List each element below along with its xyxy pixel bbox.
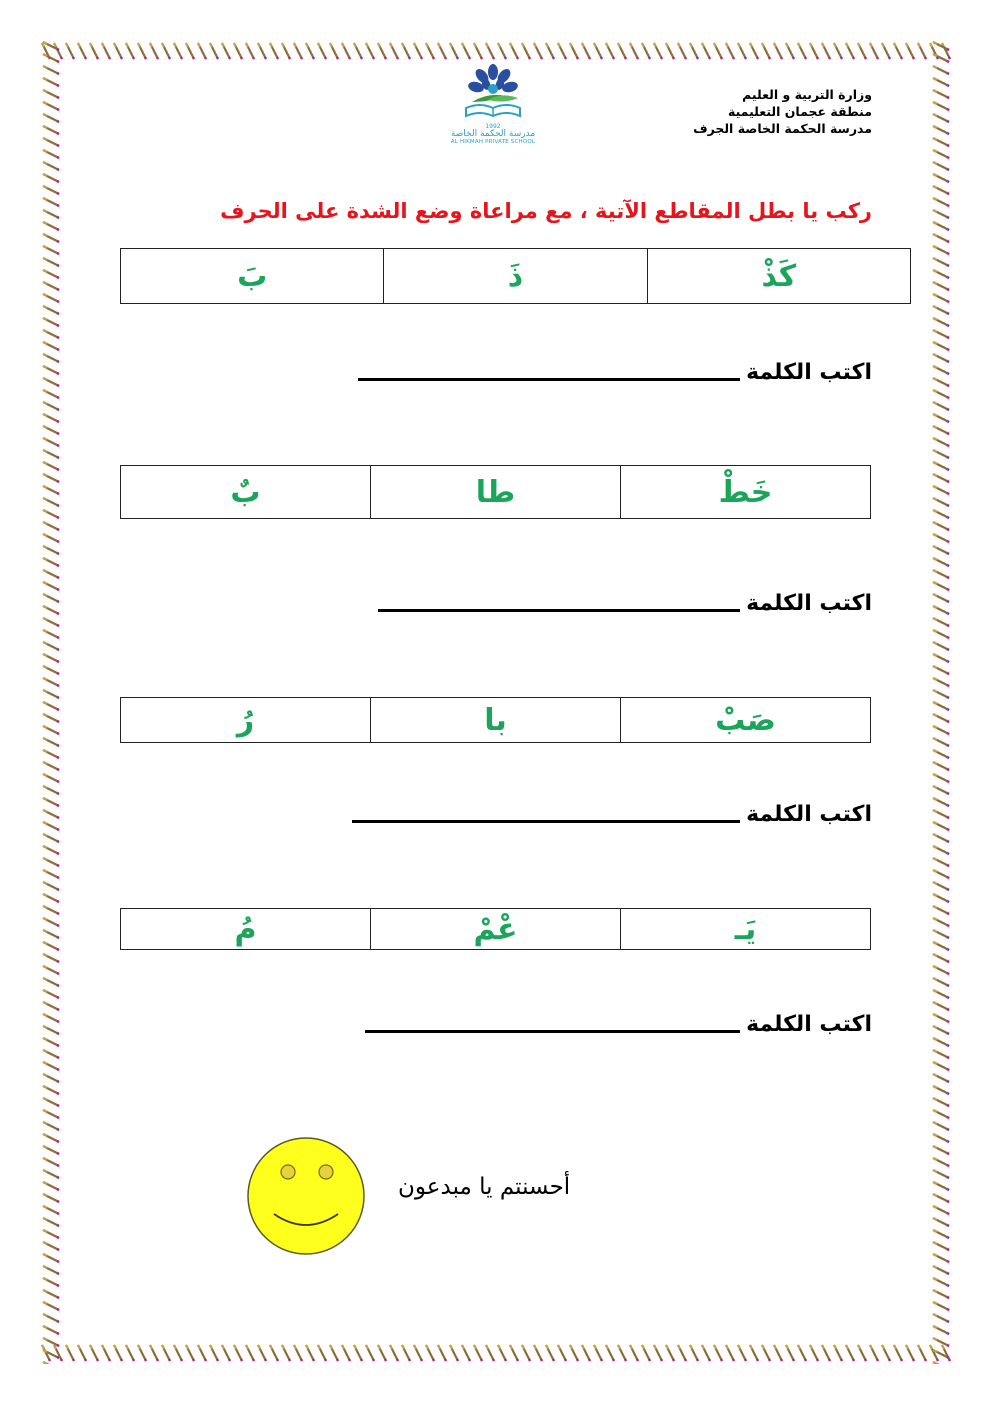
syllable-cell: رُ xyxy=(121,698,371,743)
flower-book-icon xyxy=(458,62,528,122)
syllable-cell: با xyxy=(371,698,621,743)
syllable-cell: صَبْ xyxy=(621,698,871,743)
syllable-row xyxy=(121,249,911,304)
write-word-row xyxy=(365,1012,872,1044)
syllable-cell: يَـ xyxy=(621,909,871,950)
syllable-table xyxy=(120,697,871,743)
smiley-eye-left xyxy=(281,1165,295,1179)
syllable-cell: بَ xyxy=(121,249,384,304)
logo-name-arabic: مدرسة الحكمة الخاصة xyxy=(450,129,536,139)
pencil-border-right xyxy=(930,40,952,1364)
syllable-table xyxy=(120,908,871,950)
pencil-border-left xyxy=(40,40,62,1364)
write-word-row xyxy=(358,360,872,392)
write-word-row xyxy=(378,591,872,623)
answer-line[interactable] xyxy=(378,609,740,612)
write-word-label: اكتب الكلمة xyxy=(746,591,872,616)
instruction-text: ركب يا بطل المقاطع الآتية ، مع مراعاة وضع الشدة على الحرف xyxy=(220,199,872,223)
logo-year: 1992 xyxy=(485,123,501,130)
answer-line[interactable] xyxy=(365,1030,740,1033)
write-word-row xyxy=(352,802,872,834)
syllable-cell: مُ xyxy=(121,909,371,950)
syllable-row xyxy=(121,698,871,743)
write-word-label: اكتب الكلمة xyxy=(746,802,872,827)
logo-name-english: AL HIKMAH PRIVATE SCHOOL xyxy=(450,139,536,145)
syllable-table xyxy=(120,248,911,304)
school-logo xyxy=(440,62,546,146)
write-word-label: اكتب الكلمة xyxy=(746,1012,872,1037)
syllable-cell: خَطْ xyxy=(621,466,871,519)
answer-line[interactable] xyxy=(352,820,740,823)
smiley-face xyxy=(248,1138,364,1254)
region-line: منطقة عجمان التعليمية xyxy=(728,104,872,119)
school-line: مدرسة الحكمة الخاصة الجرف xyxy=(693,121,872,136)
pencil-border-bottom xyxy=(40,1342,952,1364)
smiley-face-icon xyxy=(246,1136,366,1256)
answer-line[interactable] xyxy=(358,378,740,381)
syllable-cell: طا xyxy=(371,466,621,519)
pencil-border-top xyxy=(40,40,952,62)
ministry-line: وزارة التربية و العليم xyxy=(742,87,872,102)
syllable-cell: كَذْ xyxy=(647,249,910,304)
syllable-row xyxy=(121,909,871,950)
syllable-row xyxy=(121,466,871,519)
syllable-cell: ذَ xyxy=(384,249,647,304)
syllable-cell: بٌ xyxy=(121,466,371,519)
write-word-label: اكتب الكلمة xyxy=(746,360,872,385)
syllable-table xyxy=(120,465,871,519)
closing-praise: أحسنتم يا مبدعون xyxy=(398,1174,571,1200)
smiley-eye-right xyxy=(319,1165,333,1179)
syllable-cell: عْمْ xyxy=(371,909,621,950)
ministry-header xyxy=(612,86,872,137)
